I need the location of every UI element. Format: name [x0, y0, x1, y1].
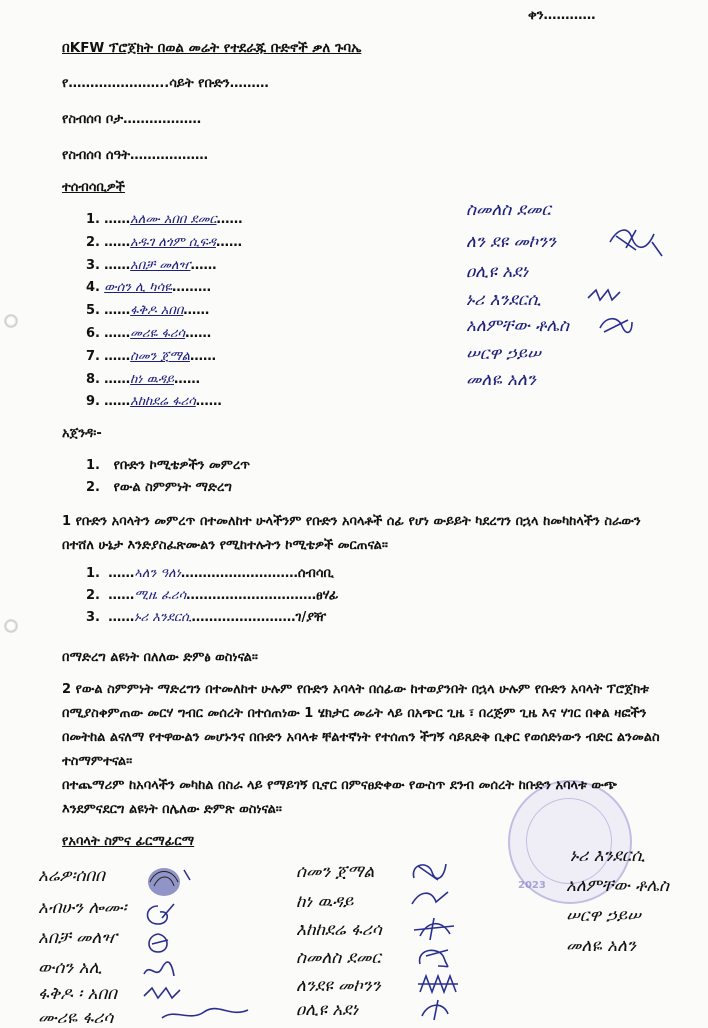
- attendee-name: አበቻ መለዣ: [130, 258, 191, 273]
- stamp-number: 2023: [518, 880, 546, 891]
- signature-name: ኑሪ እንደርሲ: [570, 846, 645, 866]
- signature-name: ሰመን ጀማል: [296, 862, 375, 882]
- signature-scribble: [142, 984, 182, 1004]
- attendee-name: አለሙ አበበ ደመር: [130, 212, 217, 227]
- attendee-name: ስመን ጀማል: [130, 349, 190, 364]
- agenda-heading: አጀንዳ፡-: [62, 426, 102, 441]
- attendee-name: እከከደሬ ፋሪሳ: [130, 394, 196, 409]
- attendee-row: 5. ……ፋቅዶ አበበ……: [86, 303, 210, 318]
- committee-row: 3. ……ኑሪ እንደርሲ……………………ገ/ያዥ: [86, 610, 327, 625]
- signature-scribble: [140, 902, 176, 928]
- attendee-handwritten: አለምቸው ቶሌስ: [466, 316, 569, 336]
- attendee-handwritten: መለዬ አለን: [466, 370, 536, 390]
- attendee-name: ፋቅዶ አበበ: [130, 303, 184, 318]
- committee-role: ሰብሳቢ: [297, 566, 334, 581]
- signature-name: አብሁን ሎሙ፡: [38, 898, 127, 918]
- attendee-row: 6. ……መሪዬ ፋሪሳ……: [86, 326, 212, 341]
- agenda-item: [86, 480, 232, 495]
- attendee-handwritten: ኑሪ እንደርሲ: [466, 290, 541, 310]
- signature-scribble: [598, 314, 634, 336]
- signature-name: ፋቅዶ ፡ አበበ: [38, 984, 117, 1004]
- signature-scribble: [606, 222, 666, 258]
- committee-name: ኑሪ እንደርሲ: [134, 610, 192, 625]
- paragraph-contract: 2 የውል ስምምነት ማድረግን በተመለከተ ሁሉም የቡድን አባላት በሰፊው ከተወያንበት በኋላ ሁሉም የቡድን አባላት ፕሮጀክቱ በሚያስቀምጠው መርሃ ግብር መሰረት በተሰጠነው 1 ሄክታር መሬት ላይ በአጭር ጊዜ ፣ በረጅም ጊዜ እና ሃገር በቀል ዛፎችን በመትከል ልናለማ የተዋውልን መሆኑንና በቡድን አባላቱ ቸልተኛነት የተሰጠን ችግኝ ሳይጸድቅ ቢቀር የወሰድነውን ብድር ልንመልስ ተስማምተናል፡፡: [62, 682, 660, 769]
- signature-name: ከነ ዉዳይ: [296, 892, 354, 912]
- signature-name: ዐሊዩ አደነ: [296, 1000, 359, 1020]
- signatures-heading: የአባላት ስምና ፊርማፊርማ: [62, 834, 195, 849]
- agenda-number: 2.: [86, 480, 100, 495]
- paragraph-unanimous: በማድረግ ልዩነት በለለው ድምፅ ወስነናል፡፡: [62, 650, 258, 665]
- attendee-name: አዱገ ለጎም ሲፍዳ: [130, 235, 216, 250]
- attendee-number: 3.: [86, 258, 100, 273]
- signature-name: አበቻ መለዣ: [38, 928, 117, 948]
- signature-scribble: [410, 916, 458, 942]
- signature-name: ሙሪዬ ፋሪሳ: [38, 1008, 114, 1028]
- date-label: ቀን…………: [528, 8, 596, 23]
- attendee-handwritten: ዐሊዩ አደነ: [466, 262, 529, 282]
- document-title: በKFW ፕሮጀክት በወል መሬት የተደራጁ ቡድኖች ቃለ ጉባኤ: [62, 40, 362, 56]
- signature-scribble: [418, 998, 458, 1022]
- signature-scribble: [410, 888, 450, 912]
- punch-hole-top: [4, 314, 18, 328]
- attendee-handwritten: ሠርዋ ኃይሠ: [466, 344, 541, 364]
- signature-name: አሬዎ፡ሰበበ: [38, 866, 105, 886]
- attendee-number: 7.: [86, 349, 100, 364]
- attendee-row: 8. ……ከነ ዉዳይ……: [86, 372, 200, 387]
- committee-role: ገ/ያዥ: [295, 610, 327, 625]
- agenda-number: 1.: [86, 458, 100, 473]
- fingerprint-mark: [140, 862, 196, 902]
- attendee-name: መሪዬ ፋሪሳ: [130, 326, 186, 341]
- punch-hole-bottom: [4, 619, 18, 633]
- committee-number: 2.: [86, 588, 100, 603]
- attendee-handwritten: ስመለስ ደመር: [466, 200, 551, 220]
- committee-name: ሚዜ ፈሪሳ: [134, 588, 187, 603]
- group-name-field: የ…………………..ሳይት የቡድን………: [62, 76, 269, 91]
- attendee-handwritten: ለን ደዩ መኮንን: [466, 232, 557, 252]
- committee-role: ፀሃፊ: [316, 588, 339, 603]
- attendee-row: 9. ……እከከደሬ ፋሪሳ……: [86, 394, 222, 409]
- attendee-number: 8.: [86, 372, 100, 387]
- attendee-name: ውሰን ሊ ካሳዬ: [104, 280, 173, 295]
- agenda-item: [86, 458, 250, 473]
- signature-scribble: [160, 1006, 250, 1024]
- signature-scribble: [586, 286, 622, 304]
- attendee-number: 6.: [86, 326, 100, 341]
- attendee-number: 1.: [86, 212, 100, 227]
- agenda-text: የውል ስምምነት ማድረግ: [113, 480, 232, 495]
- signature-name: እከከደሬ ፋሪሳ: [296, 920, 382, 940]
- paragraph-internal-rules: በተጨማሪም ከአባላችን መካከል በስራ ላይ የማይገኝ ቢኖር በምናፀድቀው የውስጥ ደንብ መሰረት ከቡድን አባላቱ ውጭ እንደምናደርግ ልዩነት በሌለው ድምጽ ወስነናል፡፡: [62, 778, 617, 817]
- attendee-name: ከነ ዉዳይ: [130, 372, 174, 387]
- signature-name: ውሰን አሊ: [38, 958, 102, 978]
- signature-name: ለንደዩ መኮንን: [296, 976, 381, 996]
- attendee-row: 2. ……አዱገ ለጎም ሲፍዳ……: [86, 235, 242, 250]
- attendee-number: 4.: [86, 280, 100, 295]
- attendees-heading: ተሰብሳቢዎች: [62, 180, 125, 195]
- signature-scribble: [408, 858, 448, 884]
- attendee-number: 2.: [86, 235, 100, 250]
- agenda-text: የቡድን ኮሚቴዎችን መምረጥ: [113, 458, 251, 473]
- attendee-row: 3. ……አበቻ መለዣ……: [86, 258, 217, 273]
- signature-scribble: [414, 944, 454, 970]
- signature-name: አለምቸው ቶሌስ: [566, 876, 669, 896]
- signature-scribble: [142, 930, 174, 956]
- signature-name: መለዬ አለን: [566, 936, 636, 956]
- signature-name: ስመለስ ደመር: [296, 948, 381, 968]
- committee-name: ኣለን ዓለነ: [134, 566, 181, 581]
- attendee-number: 9.: [86, 394, 100, 409]
- meeting-place-field: የስብሰባ ቦታ………………: [62, 112, 202, 127]
- committee-number: 3.: [86, 610, 100, 625]
- attendee-row: 7. ……ስመን ጀማል……: [86, 349, 216, 364]
- signature-scribble: [416, 972, 460, 998]
- attendee-number: 5.: [86, 303, 100, 318]
- signature-name: ሠርዋ ኃይሠ: [566, 906, 641, 926]
- attendee-row: 1. ……አለሙ አበበ ደመር……: [86, 212, 243, 227]
- meeting-time-field: የስብሰባ ሰዓት………………: [62, 148, 208, 163]
- attendee-row: 4. ውሰን ሊ ካሳዬ………: [86, 280, 212, 295]
- paragraph-committee-election: 1 የቡድን አባላትን መምረጥ በተመለከተ ሁላችንም የቡድን አባላቶች ሰፊ የሆነ ውይይት ካደረግን በኋላ ከመካከላችን ስራውን በተሸለ ሁኔታ እንድያስፈጽሙልን የሚከተሉትን ኮሚቴዎች መርጠናል፡፡: [62, 514, 641, 553]
- committee-number: 1.: [86, 566, 100, 581]
- committee-row: 1. ……ኣለን ዓለነ………………………ሰብሳቢ: [86, 566, 334, 581]
- committee-row: 2. ……ሚዜ ፈሪሳ…………………………ፀሃፊ: [86, 588, 339, 603]
- signature-scribble: [142, 960, 176, 982]
